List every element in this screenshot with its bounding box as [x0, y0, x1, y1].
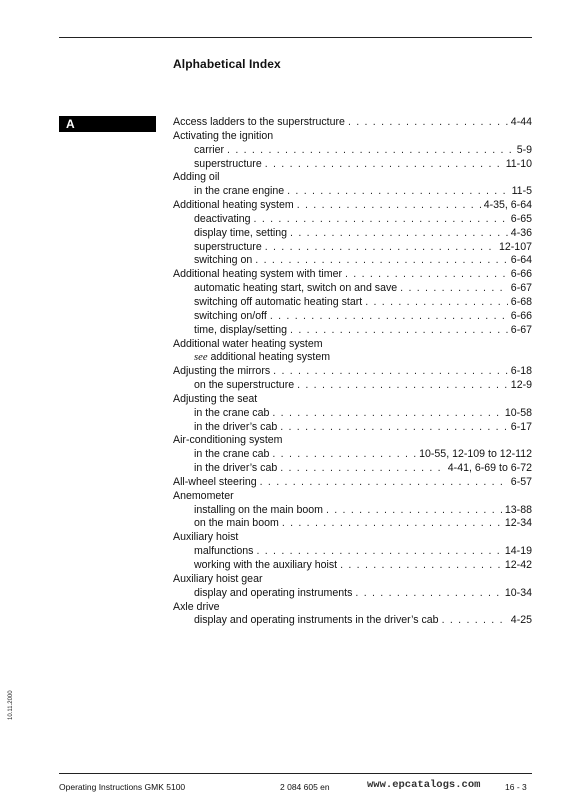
entry-text: additional heating system	[210, 351, 331, 364]
dot-leader	[400, 282, 508, 296]
index-subentry	[173, 185, 532, 199]
entry-label: time, display/setting	[194, 323, 288, 336]
entry-page-ref: 11-10	[505, 157, 532, 170]
entry-page-ref: 6-66	[510, 309, 532, 322]
dot-leader	[260, 476, 508, 490]
index-entry	[173, 338, 532, 352]
entry-label: in the crane cab	[194, 448, 270, 461]
entry-page-ref: 6-65	[510, 212, 532, 225]
index-entry	[173, 601, 532, 615]
entry-label: superstructure	[194, 240, 262, 253]
entry-label: Access ladders to the superstructure	[173, 116, 345, 128]
entry-page-ref: 6-18	[510, 365, 532, 378]
entry-label: switching on	[194, 254, 253, 267]
dot-leader	[290, 227, 508, 241]
dot-leader	[282, 517, 502, 531]
entry-label: superstructure	[194, 157, 262, 170]
index-subentry	[173, 448, 532, 462]
index-entry	[173, 573, 532, 587]
page-title: Alphabetical Index	[173, 57, 281, 71]
entry-label: Adjusting the seat	[173, 392, 258, 405]
entry-page-ref: 10-55, 12-109 to 12-112	[419, 448, 532, 461]
dot-leader	[256, 545, 501, 559]
index-subentry	[173, 241, 532, 255]
entry-page-ref: 12-34	[504, 517, 532, 530]
dot-leader	[287, 185, 508, 199]
dot-leader	[326, 504, 502, 518]
entry-page-ref: 6-17	[510, 420, 532, 433]
entry-page-ref: 4-36	[510, 226, 532, 239]
entry-page-ref: 10-58	[504, 406, 532, 419]
entry-label: switching on/off	[194, 309, 267, 322]
index-subentry	[173, 324, 532, 338]
dot-leader	[272, 407, 502, 421]
index-subentry	[173, 144, 532, 158]
index-subentry	[173, 587, 532, 601]
entry-label: deactivating	[194, 212, 251, 225]
footer-document-number: 2 084 605 en	[280, 782, 330, 792]
entry-label: Auxiliary hoist	[173, 531, 239, 544]
entry-label: Anemometer	[173, 489, 234, 502]
entry-page-ref: 4-41, 6-69 to 6-72	[447, 462, 532, 475]
entry-page-ref: 6-66	[510, 268, 532, 281]
entry-label: working with the auxiliary hoist	[194, 559, 338, 571]
footer-brand-link[interactable]: www.epcatalogs.com	[367, 779, 481, 791]
dot-leader	[345, 268, 508, 282]
dot-leader	[254, 213, 508, 227]
index-subentry	[173, 517, 532, 531]
entry-label: Additional heating system	[173, 199, 294, 212]
dot-leader	[255, 254, 508, 268]
index-subentry	[173, 227, 532, 241]
index-entry	[173, 268, 532, 282]
entry-label: display time, setting	[194, 226, 288, 239]
entry-page-ref: 6-57	[510, 475, 532, 488]
entry-page-ref: 5-9	[516, 143, 532, 156]
index-entry	[173, 365, 532, 379]
index-subentry	[173, 559, 532, 573]
entry-page-ref: 13-88	[504, 503, 532, 516]
entry-label: Adding oil	[173, 171, 220, 184]
index-subentry	[173, 421, 532, 435]
entry-page-ref: 12-107	[499, 240, 532, 253]
entry-label: malfunctions	[194, 545, 254, 558]
dot-leader	[280, 462, 445, 476]
index-entry	[173, 476, 532, 490]
entry-page-ref: 6-64	[510, 254, 532, 267]
dot-leader	[340, 559, 502, 573]
index-subentry	[173, 310, 532, 324]
entry-label: on the superstructure	[194, 379, 295, 392]
entry-label: installing on the main boom	[194, 503, 323, 516]
index-subentry	[173, 282, 532, 296]
bottom-rule	[59, 773, 532, 774]
index-subentry	[173, 545, 532, 559]
entry-label: Adjusting the mirrors	[173, 365, 271, 378]
footer-page-number: 16 - 3	[505, 782, 527, 792]
entry-label: carrier	[194, 143, 225, 156]
entry-label: All-wheel steering	[173, 475, 257, 488]
index-subentry	[173, 462, 532, 476]
entry-page-ref: 11-5	[511, 185, 532, 198]
entry-label: automatic heating start, switch on and save	[194, 282, 398, 295]
index-entry	[173, 434, 532, 448]
dot-leader	[280, 421, 508, 435]
entry-label: Auxiliary hoist gear	[173, 572, 263, 585]
dot-leader	[297, 379, 508, 393]
dot-leader	[265, 241, 496, 255]
index-subentry	[173, 407, 532, 421]
index-entry	[173, 531, 532, 545]
entry-page-ref: 14-19	[504, 545, 532, 558]
entry-page-ref: 10-34	[504, 586, 532, 599]
entry-page-ref: 6-68	[510, 295, 532, 308]
index-subentry	[173, 504, 532, 518]
dot-leader	[270, 310, 508, 324]
footer-document-title: Operating Instructions GMK 5100	[59, 782, 186, 792]
index-entry	[173, 393, 532, 407]
top-rule	[59, 37, 532, 38]
entry-label: display and operating instruments	[194, 586, 353, 599]
entry-label: display and operating instruments in the driver’s cab	[194, 614, 439, 627]
dot-leader	[297, 199, 481, 213]
index-subentry	[173, 614, 532, 628]
index-list	[173, 116, 532, 628]
index-subentry	[173, 158, 532, 172]
entry-label: switching off automatic heating start	[194, 295, 363, 308]
entry-page-ref: 4-25	[510, 614, 532, 627]
dot-leader	[265, 158, 503, 172]
dot-leader	[272, 448, 416, 462]
entry-page-ref: 6-67	[510, 323, 532, 336]
index-entry	[173, 199, 532, 213]
entry-label: in the driver’s cab	[194, 462, 278, 475]
index-subentry	[173, 296, 532, 310]
entry-label: in the crane cab	[194, 406, 270, 419]
entry-page-ref: 4-35, 6-64	[483, 199, 532, 212]
entry-label: Additional water heating system	[173, 337, 323, 350]
entry-label	[194, 351, 330, 365]
entry-label: Activating the ignition	[173, 129, 274, 142]
dot-leader	[227, 144, 514, 158]
section-letter-tab: A	[59, 116, 156, 132]
entry-label: Additional heating system with timer	[173, 268, 342, 281]
entry-page-ref: 4-44	[510, 116, 532, 128]
index-subentry	[173, 254, 532, 268]
index-subentry	[173, 213, 532, 227]
entry-page-ref: 12-42	[504, 559, 532, 571]
entry-label: Axle drive	[173, 600, 220, 613]
index-subentry	[173, 379, 532, 393]
dot-leader	[365, 296, 508, 310]
dot-leader	[355, 587, 501, 601]
entry-label: in the driver’s cab	[194, 420, 278, 433]
index-entry	[173, 171, 532, 185]
dot-leader	[442, 614, 508, 628]
dot-leader	[348, 116, 508, 130]
dot-leader	[273, 365, 508, 379]
index-entry	[173, 116, 532, 130]
entry-label: on the main boom	[194, 517, 279, 530]
entry-page-ref: 12-9	[510, 379, 532, 392]
index-entry	[173, 490, 532, 504]
side-date: 10.11.2000	[8, 690, 14, 720]
index-subentry	[173, 351, 532, 365]
index-entry	[173, 130, 532, 144]
dot-leader	[290, 324, 508, 338]
entry-label: Air-conditioning system	[173, 434, 283, 447]
see-reference: see	[194, 352, 208, 364]
entry-label: in the crane engine	[194, 185, 285, 198]
entry-page-ref: 6-67	[510, 282, 532, 295]
